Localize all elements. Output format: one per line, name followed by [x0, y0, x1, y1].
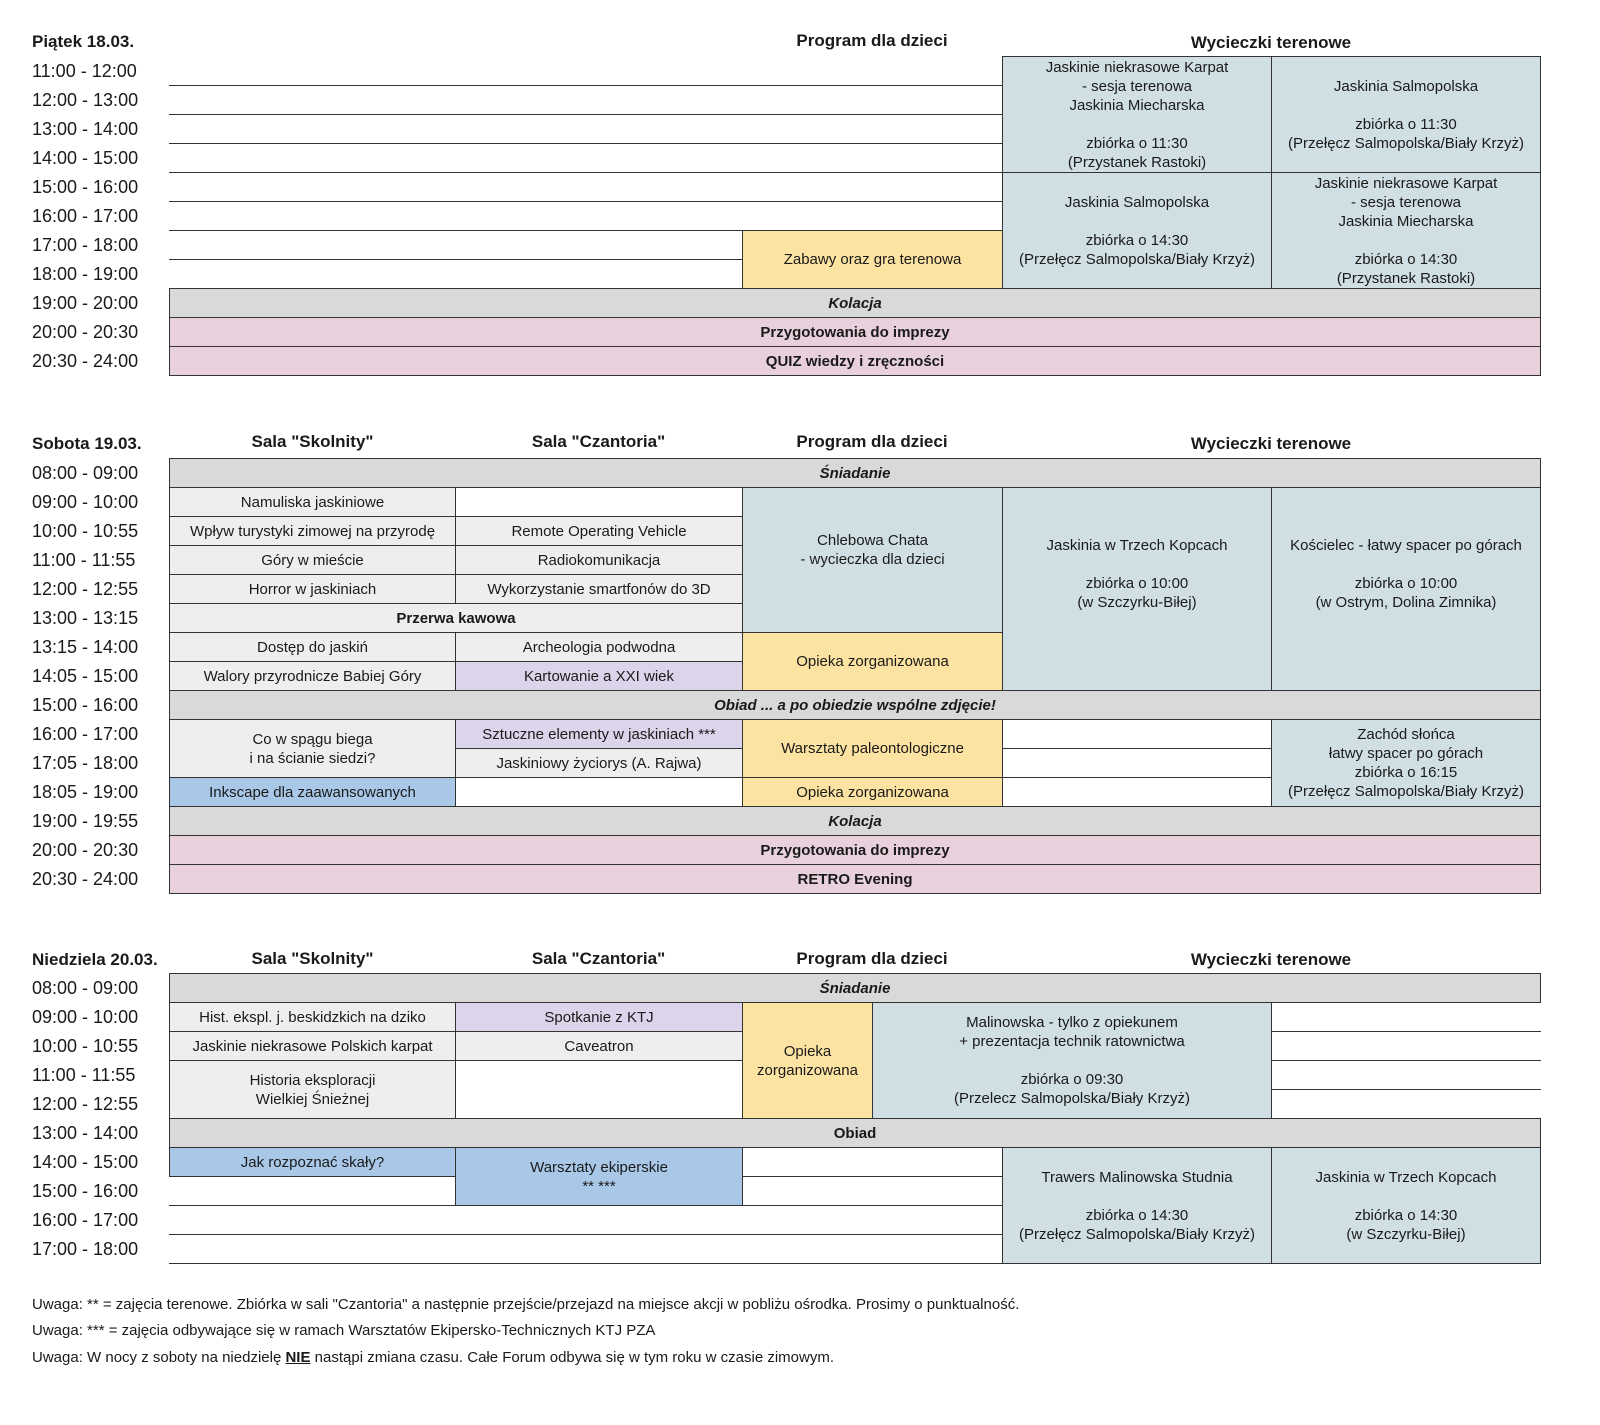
saturday-skolnity-session: Wpływ turystyki zimowej na przyrodę [169, 516, 456, 546]
saturday-time: 11:00 - 11:55 [32, 550, 136, 570]
note-field-trips: Uwaga: ** = zajęcia terenowe. Zbiórka w sali "Czantoria" a następnie przejście/przejazd na miejsce akcji w pobliżu ośrodka. Prosimy o punktualność. [32, 1296, 1020, 1313]
sunday-kids-empty [742, 1147, 1003, 1177]
saturday-title: Sobota 19.03. [32, 434, 142, 453]
saturday-time: 19:00 - 19:55 [32, 811, 139, 831]
sunday-header-trips: Wycieczki terenowe [1190, 950, 1352, 969]
saturday-header-czantoria: Sala "Czantoria" [531, 432, 666, 451]
friday-kids-game: Zabawy oraz gra terenowa [742, 230, 1003, 289]
sunday-kids-care: Opieka zorganizowana [742, 1002, 873, 1119]
row-divider [169, 85, 1002, 86]
saturday-time: 20:30 - 24:00 [32, 869, 139, 889]
friday-time: 13:00 - 14:00 [32, 119, 139, 139]
row-divider [169, 1205, 1002, 1206]
note-time-change-emphasis: NIE [285, 1349, 311, 1366]
friday-time: 16:00 - 17:00 [32, 206, 139, 226]
row-divider [169, 114, 1002, 115]
sunday-header-kids: Program dla dzieci [796, 949, 948, 968]
friday-time: 14:00 - 15:00 [32, 148, 139, 168]
row-divider [169, 1263, 1002, 1264]
saturday-breakfast: Śniadanie [169, 458, 1541, 488]
sunday-time: 17:00 - 18:00 [32, 1239, 139, 1259]
row-divider [1271, 1031, 1541, 1032]
sunday-header-skolnity: Sala "Skolnity" [251, 949, 374, 968]
saturday-time: 14:05 - 15:00 [32, 666, 139, 686]
saturday-time: 15:00 - 16:00 [32, 695, 139, 715]
saturday-czantoria-session: Remote Operating Vehicle [455, 516, 743, 546]
saturday-czantoria-session: Archeologia podwodna [455, 632, 743, 662]
sunday-header-czantoria: Sala "Czantoria" [531, 949, 666, 968]
saturday-czantoria-session: Radiokomunikacja [455, 545, 743, 575]
sunday-time: 08:00 - 09:00 [32, 978, 139, 998]
saturday-time: 10:00 - 10:55 [32, 521, 139, 541]
sunday-czantoria-empty [455, 1060, 743, 1119]
saturday-czantoria-session: Wykorzystanie smartfonów do 3D [455, 574, 743, 604]
friday-trip-b1: Jaskinia Salmopolska zbiórka o 11:30 (Przełęcz Salmopolska/Biały Krzyż) [1271, 56, 1541, 173]
saturday-dinner: Kolacja [169, 806, 1541, 836]
sunday-time: 15:00 - 16:00 [32, 1181, 139, 1201]
sunday-time: 14:00 - 15:00 [32, 1152, 139, 1172]
sunday-time: 09:00 - 10:00 [32, 1007, 139, 1027]
row-divider [1271, 1002, 1541, 1003]
sunday-skolnity-session: Jaskinie niekrasowe Polskich karpat [169, 1031, 456, 1061]
sunday-czantoria-session: Warsztaty ekiperskie ** *** [455, 1147, 743, 1206]
sunday-czantoria-session: Spotkanie z KTJ [455, 1002, 743, 1032]
sunday-time: 10:00 - 10:55 [32, 1036, 139, 1056]
sunday-czantoria-session: Caveatron [455, 1031, 743, 1061]
saturday-czantoria-session: Jaskiniowy życiorys (A. Rajwa) [455, 748, 743, 778]
saturday-time: 16:00 - 17:00 [32, 724, 139, 744]
friday-time: 17:00 - 18:00 [32, 235, 139, 255]
saturday-time: 09:00 - 10:00 [32, 492, 139, 512]
friday-time: 18:00 - 19:00 [32, 264, 139, 284]
friday-header-kids: Program dla dzieci [796, 31, 948, 50]
friday-party-prep: Przygotowania do imprezy [169, 317, 1541, 347]
saturday-czantoria-empty [455, 777, 743, 807]
sunday-breakfast: Śniadanie [169, 973, 1541, 1003]
row-divider [169, 143, 1002, 144]
saturday-trip-b: Kościelec - łatwy spacer po górach zbiórka o 10:00 (w Ostrym, Dolina Zimnika) [1271, 487, 1541, 691]
note-time-change [32, 1349, 834, 1366]
saturday-trip-a: Jaskinia w Trzech Kopcach zbiórka o 10:00 (w Szczyrku-Biłej) [1002, 487, 1272, 691]
saturday-kids-trip: Chlebowa Chata - wycieczka dla dzieci [742, 487, 1003, 633]
sunday-time: 12:00 - 12:55 [32, 1094, 139, 1114]
sunday-trip-b: Jaskinia w Trzech Kopcach zbiórka o 14:30 (w Szczyrku-Biłej) [1271, 1147, 1541, 1264]
saturday-time: 20:00 - 20:30 [32, 840, 139, 860]
friday-quiz: QUIZ wiedzy i zręczności [169, 346, 1541, 376]
saturday-czantoria-empty [455, 487, 743, 517]
friday-trip-a2: Jaskinia Salmopolska zbiórka o 14:30 (Przełęcz Salmopolska/Biały Krzyż) [1002, 172, 1272, 289]
sunday-title: Niedziela 20.03. [32, 950, 158, 969]
saturday-czantoria-session: Sztuczne elementy w jaskiniach *** [455, 719, 743, 749]
saturday-time: 13:15 - 14:00 [32, 637, 139, 657]
friday-trip-b2: Jaskinie niekrasowe Karpat - sesja terenowa Jaskinia Miecharska zbiórka o 14:30 (Przystanek Rastoki) [1271, 172, 1541, 289]
sunday-trip-malinowska: Malinowska - tylko z opiekunem + prezentacja technik ratownictwa zbiórka o 09:30 (Przelecz Salmopolska/Biały Krzyż) [872, 1002, 1272, 1119]
saturday-skolnity-session: Inkscape dla zaawansowanych [169, 777, 456, 807]
saturday-lunch: Obiad ... a po obiedzie wspólne zdjęcie! [169, 690, 1541, 720]
saturday-skolnity-session: Góry w mieście [169, 545, 456, 575]
saturday-coffee-break: Przerwa kawowa [169, 603, 743, 633]
saturday-skolnity-session: Walory przyrodnicze Babiej Góry [169, 661, 456, 691]
sunday-skolnity-session: Hist. ekspl. j. beskidzkich na dziko [169, 1002, 456, 1032]
saturday-skolnity-session: Co w spągu biega i na ścianie siedzi? [169, 719, 456, 778]
note-time-change-before: Uwaga: W nocy z soboty na niedzielę [32, 1349, 286, 1366]
friday-dinner: Kolacja [169, 288, 1541, 318]
friday-time: 20:30 - 24:00 [32, 351, 139, 371]
friday-time: 12:00 - 13:00 [32, 90, 139, 110]
note-time-change-after: nastąpi zmiana czasu. Całe Forum odbywa się w tym roku w czasie zimowym. [310, 1349, 834, 1366]
friday-title: Piątek 18.03. [32, 32, 135, 51]
row-divider [1271, 1060, 1541, 1061]
sunday-lunch: Obiad [169, 1118, 1541, 1148]
saturday-kids-care: Opieka zorganizowana [742, 777, 1003, 807]
sunday-trip-a: Trawers Malinowska Studnia zbiórka o 14:30 (Przełęcz Salmopolska/Biały Krzyż) [1002, 1147, 1272, 1264]
saturday-kids-paleo: Warsztaty paleontologiczne [742, 719, 1003, 778]
saturday-retro-evening: RETRO Evening [169, 864, 1541, 894]
saturday-skolnity-session: Namuliska jaskiniowe [169, 487, 456, 517]
saturday-skolnity-session: Horror w jaskiniach [169, 574, 456, 604]
sunday-skolnity-session: Historia eksploracji Wielkiej Śnieżnej [169, 1060, 456, 1119]
friday-time: 20:00 - 20:30 [32, 322, 139, 342]
saturday-czantoria-session: Kartowanie a XXI wiek [455, 661, 743, 691]
saturday-skolnity-session: Dostęp do jaskiń [169, 632, 456, 662]
sunday-skolnity-session: Jak rozpoznać skały? [169, 1147, 456, 1177]
friday-time: 15:00 - 16:00 [32, 177, 139, 197]
row-divider [169, 201, 1002, 202]
sunday-time: 11:00 - 11:55 [32, 1065, 136, 1085]
saturday-time: 17:05 - 18:00 [32, 753, 139, 773]
friday-time: 19:00 - 20:00 [32, 293, 139, 313]
row-divider [169, 1234, 1002, 1235]
saturday-trip-empty [1002, 748, 1272, 778]
saturday-party-prep: Przygotowania do imprezy [169, 835, 1541, 865]
note-workshops: Uwaga: *** = zajęcia odbywające się w ramach Warsztatów Ekipersko-Technicznych KTJ PZA [32, 1322, 656, 1339]
sunday-time: 13:00 - 14:00 [32, 1123, 139, 1143]
saturday-time: 18:05 - 19:00 [32, 782, 139, 802]
row-divider [169, 172, 1002, 173]
friday-header-trips: Wycieczki terenowe [1190, 33, 1352, 52]
friday-time: 11:00 - 12:00 [32, 61, 137, 81]
saturday-header-kids: Program dla dzieci [796, 432, 948, 451]
saturday-time: 08:00 - 09:00 [32, 463, 139, 483]
saturday-trip-empty [1002, 719, 1272, 749]
saturday-header-trips: Wycieczki terenowe [1190, 434, 1352, 453]
saturday-sunset-walk: Zachód słońca łatwy spacer po górach zbiórka o 16:15 (Przełęcz Salmopolska/Biały Krzyż) [1271, 719, 1541, 807]
saturday-trip-empty [1002, 777, 1272, 807]
friday-trip-a1: Jaskinie niekrasowe Karpat - sesja terenowa Jaskinia Miecharska zbiórka o 11:30 (Przystanek Rastoki) [1002, 56, 1272, 173]
saturday-kids-care: Opieka zorganizowana [742, 632, 1003, 691]
saturday-time: 13:00 - 13:15 [32, 608, 139, 628]
saturday-header-skolnity: Sala "Skolnity" [251, 432, 374, 451]
saturday-time: 12:00 - 12:55 [32, 579, 139, 599]
row-divider [1271, 1089, 1541, 1090]
row-divider [169, 259, 742, 260]
sunday-kids-empty [742, 1176, 1003, 1206]
sunday-time: 16:00 - 17:00 [32, 1210, 139, 1230]
